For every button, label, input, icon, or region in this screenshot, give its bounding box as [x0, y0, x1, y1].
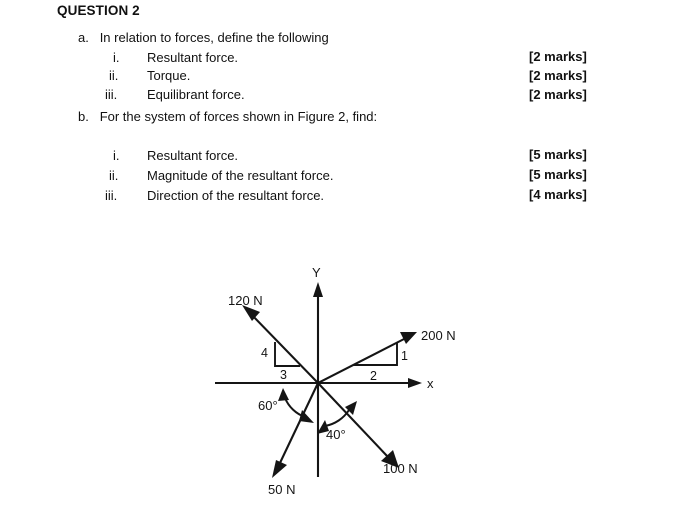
part-b-item-iii-text: Direction of the resultant force. — [147, 188, 325, 203]
force-diagram-figure — [190, 258, 490, 506]
part-a-item-ii-marks: [2 marks] — [529, 68, 587, 83]
force-200n-rise-label: 1 — [401, 349, 408, 363]
force-200n-arrowhead — [400, 332, 417, 344]
force-100n-vector — [318, 383, 388, 457]
angle-60-arrowhead-start — [278, 388, 289, 401]
force-50n-label: 50 N — [268, 482, 296, 497]
part-b-item-iii-marks: [4 marks] — [529, 187, 587, 202]
force-100n-label: 100 N — [383, 461, 418, 476]
force-200n-vector — [318, 338, 406, 383]
force-200n-run-label: 2 — [370, 369, 377, 383]
part-b-item-ii-numeral: ii. — [109, 168, 119, 183]
y-axis-label: Y — [312, 265, 321, 280]
page-title: QUESTION 2 — [57, 3, 140, 18]
part-b-item-ii-text: Magnitude of the resultant force. — [147, 168, 334, 183]
angle-60-arrowhead-end — [299, 410, 314, 423]
x-axis-label: x — [427, 376, 434, 391]
part-a-item-i-numeral: i. — [113, 50, 120, 65]
angle-60-label: 60° — [258, 398, 278, 413]
part-a-item-iii-text: Equilibrant force. — [147, 87, 245, 102]
part-a-item-i-marks: [2 marks] — [529, 49, 587, 64]
angle-40-label: 40° — [326, 427, 346, 442]
part-b-item-i-marks: [5 marks] — [529, 147, 587, 162]
part-a-label: a. — [78, 30, 89, 45]
force-120n-run-label: 3 — [280, 368, 287, 382]
part-a-item-ii-text: Torque. — [147, 68, 191, 83]
part-b-item-ii-marks: [5 marks] — [529, 167, 587, 182]
x-axis-arrowhead — [408, 378, 422, 388]
part-a-text: In relation to forces, define the following — [99, 30, 329, 45]
part-b-stem — [78, 110, 377, 124]
part-b-label: b. — [78, 109, 89, 124]
force-50n-arrowhead — [272, 460, 287, 478]
part-b-text: For the system of forces shown in Figure 2, find: — [99, 109, 378, 124]
force-200n-label: 200 N — [421, 328, 456, 343]
part-a-stem — [78, 31, 329, 45]
force-120n-rise-label: 4 — [261, 346, 268, 360]
force-120n-label: 120 N — [228, 293, 263, 308]
force-120n-slope-triangle — [275, 342, 300, 366]
part-b-item-i-text: Resultant force. — [147, 148, 239, 163]
part-a-item-iii-numeral: iii. — [105, 87, 118, 102]
part-a-item-iii-marks: [2 marks] — [529, 87, 587, 102]
part-a-item-i-text: Resultant force. — [147, 50, 239, 65]
part-b-item-iii-numeral: iii. — [105, 188, 118, 203]
part-b-item-i-numeral: i. — [113, 148, 120, 163]
part-a-item-ii-numeral: ii. — [109, 68, 119, 83]
y-axis-arrowhead — [313, 282, 323, 297]
